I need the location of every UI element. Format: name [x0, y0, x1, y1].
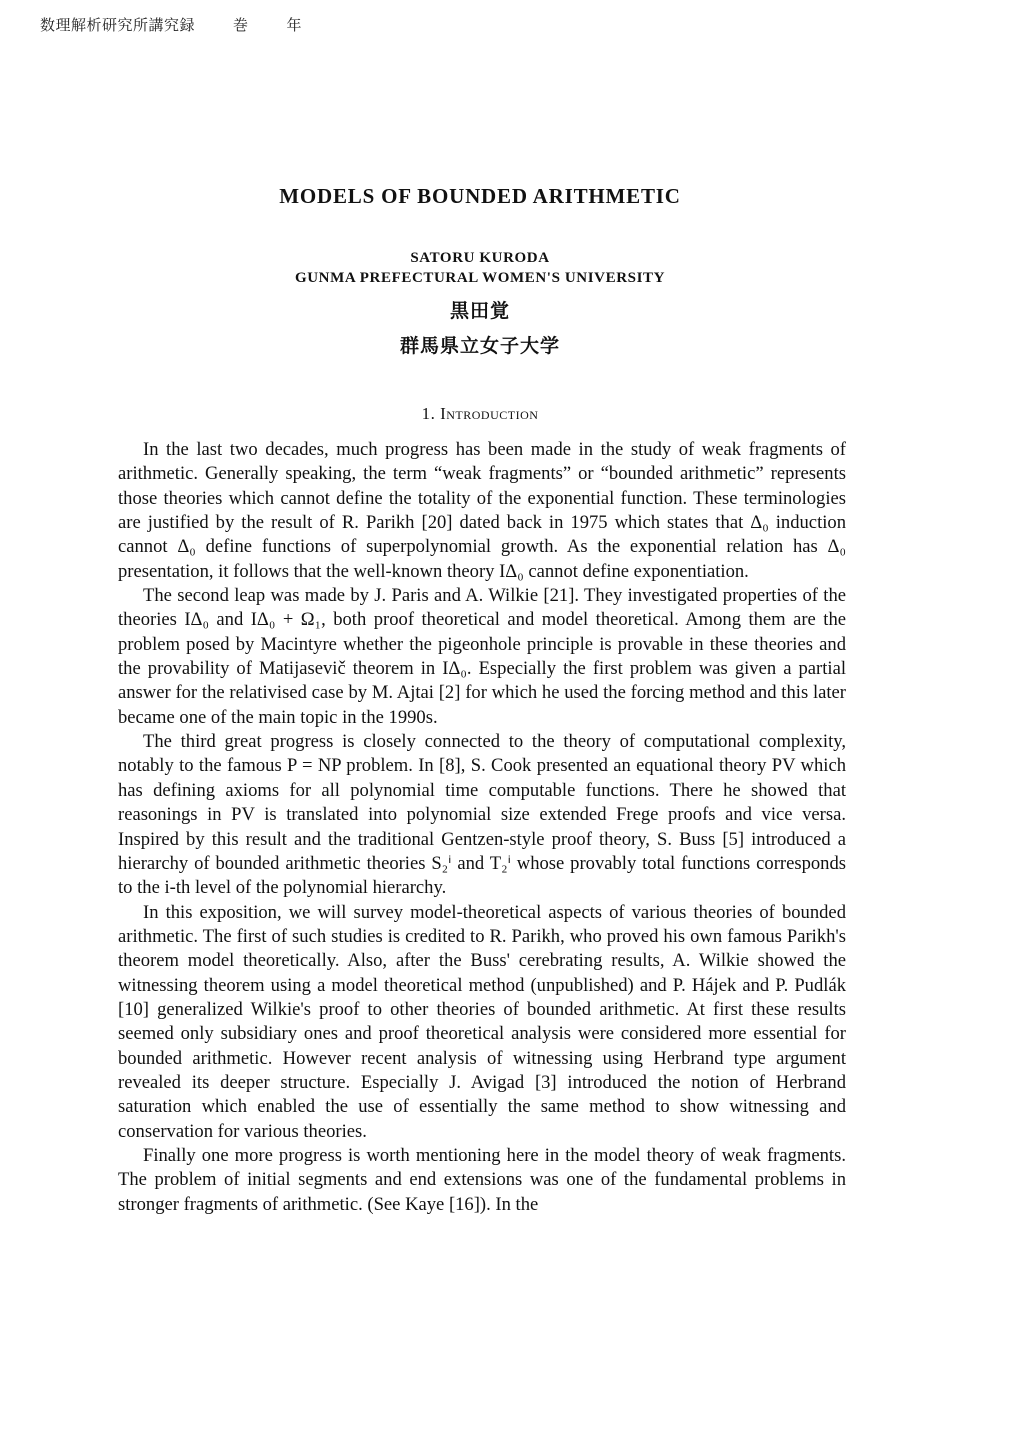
section-heading — [0, 404, 960, 424]
paragraph-2: The second leap was made by J. Paris and A. Wilkie [21]. They investigated properties of the theories IΔ₀ and IΔ₀ + Ω₁, both proof theoretical and model theoretical. Among them are the problem posed by Macintyre whether the pigeonhole principle is provable in these theories and the provability of Matijasevič theorem in IΔ₀. Especially the first problem was given a partial answer for the relativised case by M. Ajtai [2] for which he used the forcing method and this later became one of the main topic in the 1990s. — [118, 585, 846, 728]
author-affiliation-en: GUNMA PREFECTURAL WOMEN'S UNIVERSITY — [294, 270, 666, 286]
paragraph-5: Finally one more progress is worth mentioning here in the model theory of weak fragments. The problem of initial segments and end extensions was one of the fundamental problems in stronger fragments of arithmetic. (See Kaye [16]). In the — [118, 1144, 846, 1215]
journal-header — [40, 14, 340, 35]
paragraph-3: The third great progress is closely connected to the theory of computational complexity, notably to the famous P = NP problem. In [8], S. Cook presented an equational theory PV which has defining axioms for all polynomial time computable functions. There he showed that reasonings in PV is translated into polynomial size extended Frege proofs and vice versa. Inspired by this result and the traditional Gentzen-style proof theory, S. Buss [5] introduced a hierarchy of bounded arithmetic theories S₂ⁱ and T₂ⁱ whose provably total functions corresponds to the i-th level of the polynomial hierarchy. — [118, 731, 846, 899]
section-number: 1. — [421, 404, 436, 423]
author-block — [0, 248, 960, 358]
author-affiliation-jp: 群馬県立女子大学 — [399, 335, 560, 357]
journal-name: 数理解析研究所講究録 — [40, 16, 196, 34]
paragraph-1: In the last two decades, much progress has been made in the study of weak fragments of arithmetic. Generally speaking, the term “weak fragments” or “bounded arithmetic” represents those theories which cannot define the totality of the exponential function. These terminologies are justified by the result of R. Parikh [20] dated back in 1975 which states that Δ₀ induction cannot Δ₀ define functions of superpolynomial growth. As the exponential relation has Δ₀ presentation, it follows that the well-known theory IΔ₀ cannot define exponentiation. — [118, 439, 846, 582]
author-name-en: SATORU KURODA — [410, 250, 550, 266]
year-label: 年 — [286, 16, 303, 34]
body-text — [118, 438, 846, 1217]
paragraph-4: In this exposition, we will survey model-theoretical aspects of various theories of bounded arithmetic. The first of such studies is credited to R. Parikh, who proved his own famous Parikh's theorem model theoretically. Also, after the Buss' cerebrating results, A. Wilkie showed the witnessing theorem using a model theoretical method (unpublished) and P. Hájek and P. Pudlák [10] generalized Wilkie's proof to other theories of bounded arithmetic. At first these results seemed only subsidiary ones and proof theoretical analysis were considered more essential for bounded arithmetic. However recent analysis of witnessing using Herbrand type argument revealed its deeper structure. Especially J. Avigad [3] introduced the notion of Herbrand saturation which enabled the use of essentially the same method to show witnessing and conservation for various theories. — [118, 901, 846, 1142]
section-title: Introduction — [440, 404, 539, 423]
author-name-jp: 黒田覚 — [449, 300, 510, 322]
paper-title: MODELS OF BOUNDED ARITHMETIC — [279, 184, 681, 208]
volume-label: 巻 — [233, 16, 249, 34]
